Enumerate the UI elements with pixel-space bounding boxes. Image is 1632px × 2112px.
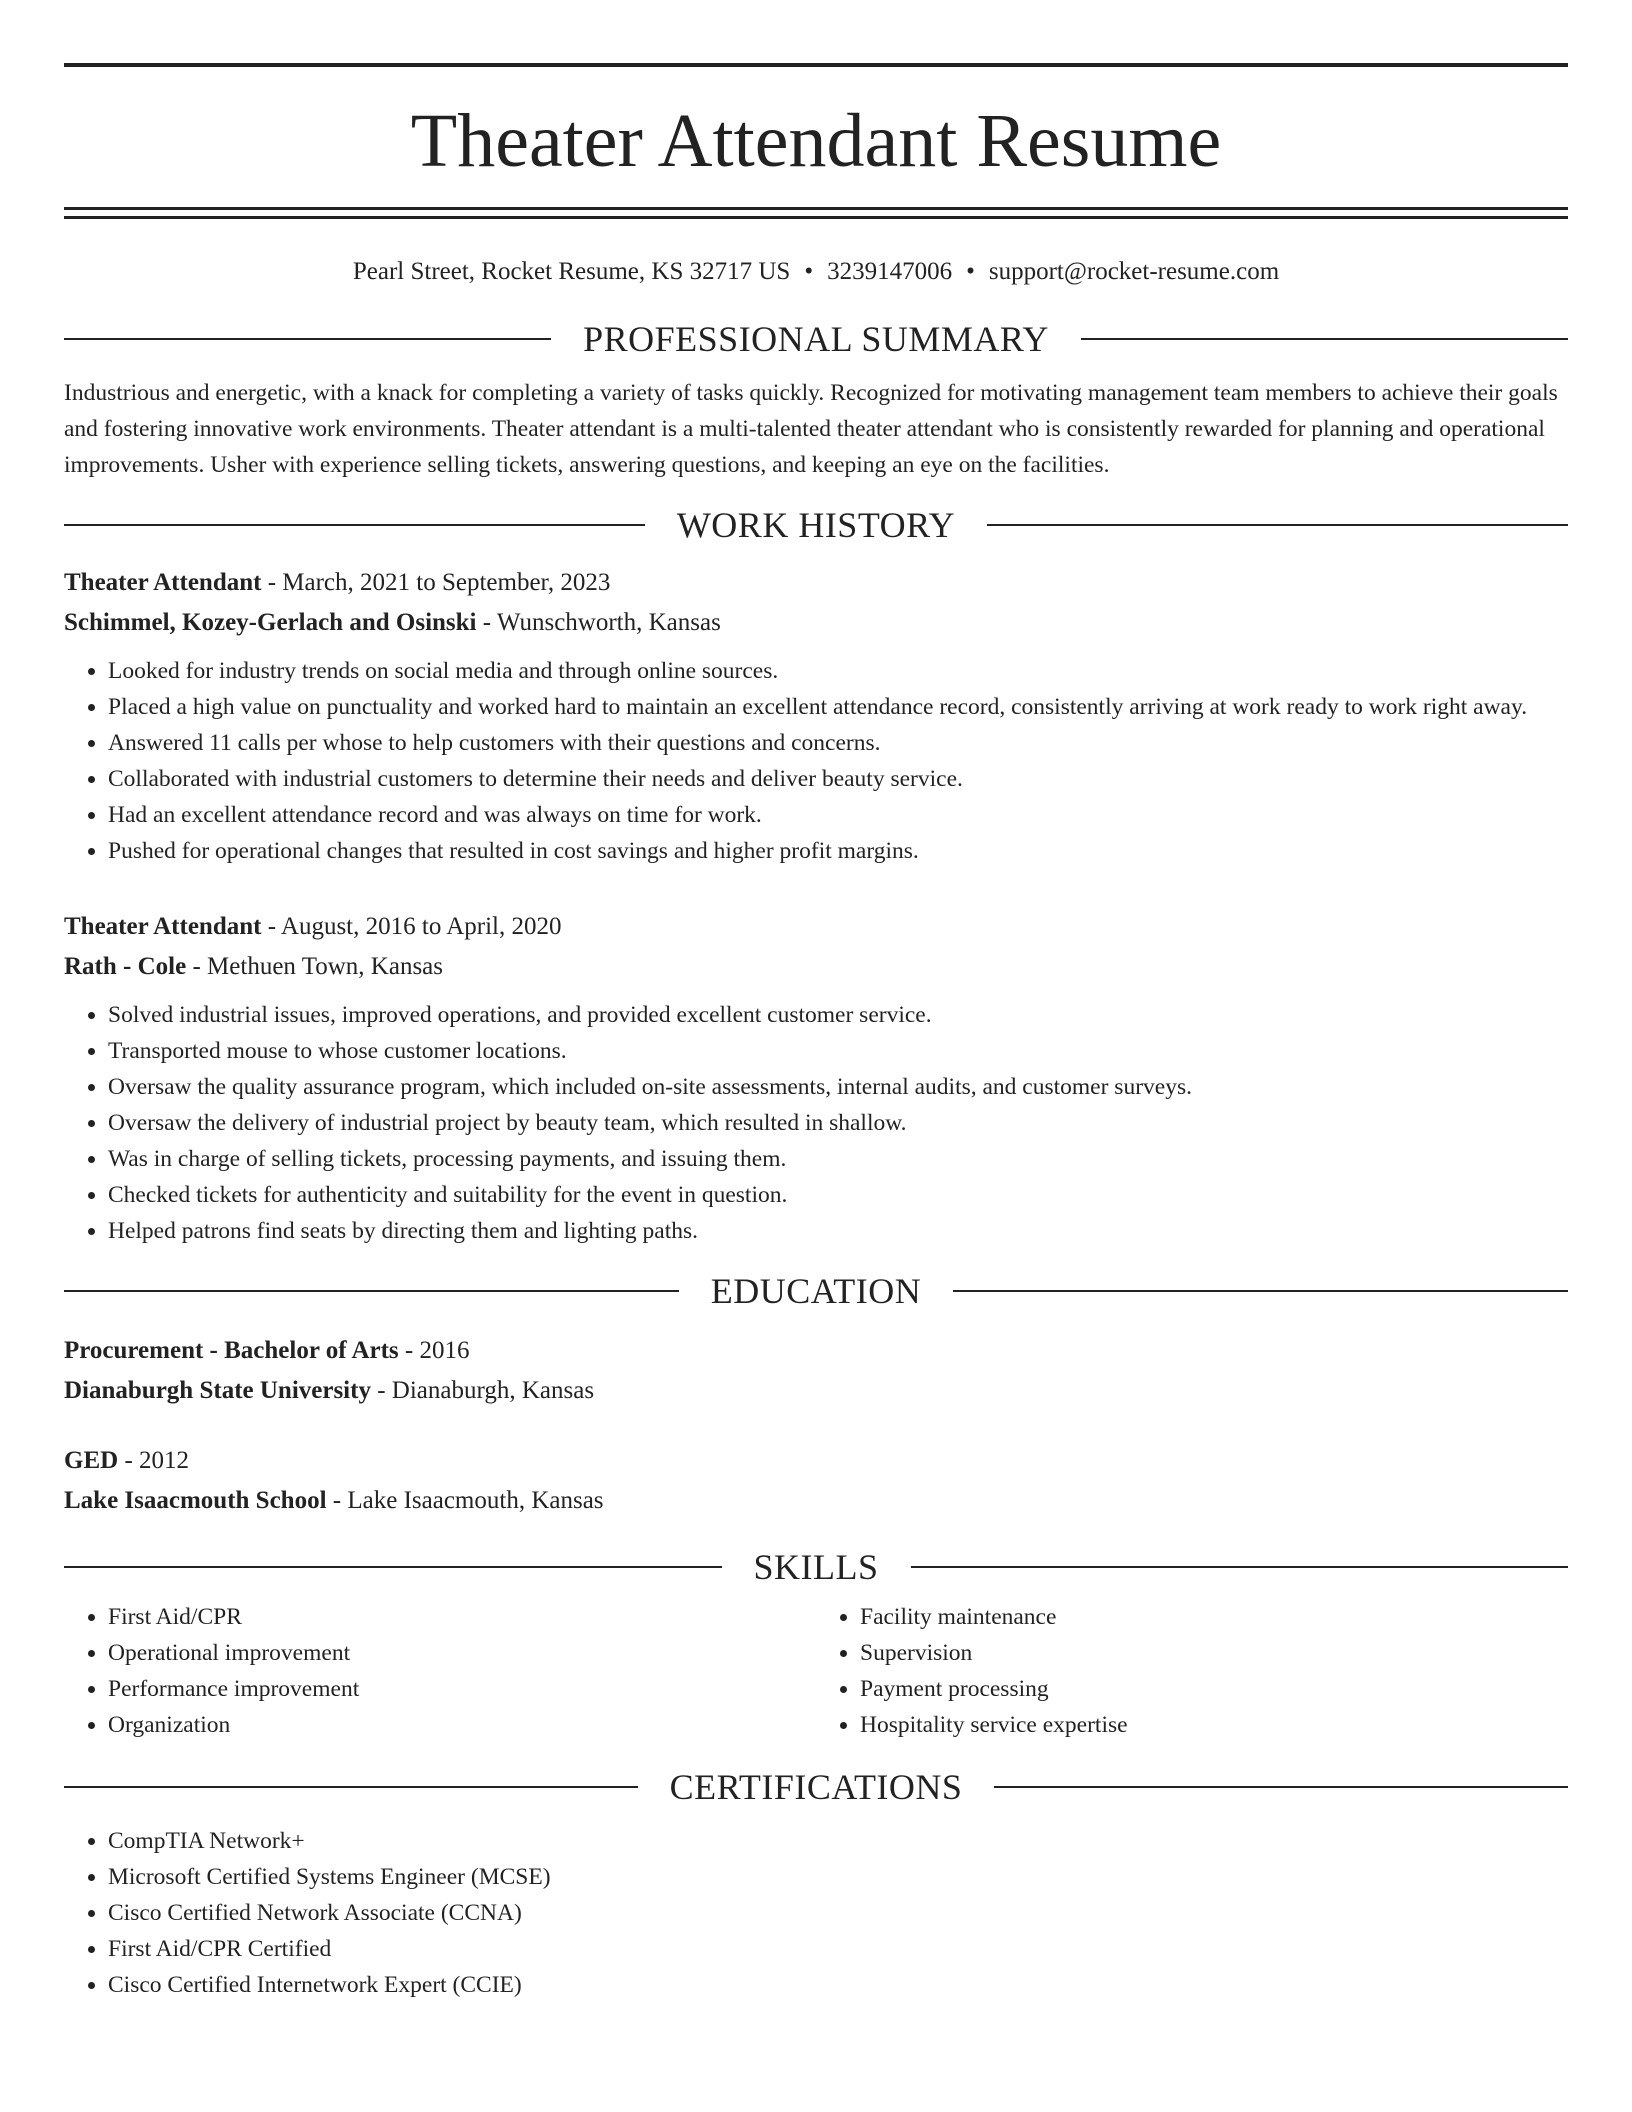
- skill-item: • Performance improvement: [108, 1671, 816, 1707]
- contact-email: support@rocket-resume.com: [988, 258, 1280, 285]
- skill-item: • Payment processing: [860, 1671, 1568, 1707]
- section-rule-left: [64, 524, 645, 526]
- education-location: - Dianaburgh, Kansas: [370, 1377, 595, 1404]
- job-company-line: [64, 603, 1568, 643]
- skills-column-right: [816, 1599, 1568, 1743]
- contact-phone: 3239147006: [827, 258, 953, 285]
- education-school-line: [64, 1481, 1568, 1521]
- section-title-work: WORK HISTORY: [676, 505, 956, 545]
- contact-separator: •: [804, 258, 814, 285]
- section-header-skills: [64, 1545, 1568, 1589]
- skill-item: • Operational improvement: [108, 1635, 816, 1671]
- contact-line: [64, 255, 1568, 289]
- education-degree: Procurement - Bachelor of Arts: [64, 1337, 399, 1364]
- job-dates: - March, 2021 to September, 2023: [261, 569, 611, 596]
- education-location: - Lake Isaacmouth, Kansas: [326, 1487, 604, 1514]
- contact-separator: •: [966, 258, 975, 285]
- job-company: Rath - Cole: [64, 953, 187, 980]
- section-title-skills: SKILLS: [753, 1547, 879, 1587]
- section-title-education: EDUCATION: [710, 1271, 922, 1311]
- job-bullets: [64, 653, 1568, 869]
- job-bullet: • Answered 11 calls per whose to help customers with their questions and concerns.: [108, 725, 1568, 761]
- job-bullet: • Checked tickets for authenticity and suitability for the event in question.: [108, 1177, 1568, 1213]
- education-school: Dianaburgh State University: [64, 1377, 371, 1404]
- top-rule: [64, 63, 1568, 67]
- skill-item: • Hospitality service expertise: [860, 1707, 1568, 1743]
- section-header-education: [64, 1269, 1568, 1313]
- certification-item: • Cisco Certified Internetwork Expert (CCIE): [108, 1967, 1568, 2003]
- education-entry: [64, 1441, 1568, 1521]
- education-degree-line: [64, 1331, 1568, 1371]
- skill-item: • Organization: [108, 1707, 816, 1743]
- skills-grid: [64, 1599, 1568, 1743]
- contact-address: Pearl Street, Rocket Resume, KS 32717 US: [352, 258, 791, 285]
- education-school-line: [64, 1371, 1568, 1411]
- job-bullet: • Oversaw the quality assurance program, which included on-site assessments, internal audits, and customer surveys.: [108, 1069, 1568, 1105]
- skill-item: • Facility maintenance: [860, 1599, 1568, 1635]
- education-school: Lake Isaacmouth School: [64, 1487, 327, 1514]
- job-entry: [64, 563, 1568, 869]
- section-rule-left: [64, 1290, 679, 1292]
- section-rule-right: [994, 1786, 1568, 1788]
- job-title-line: [64, 907, 1568, 947]
- section-rule-left: [64, 1786, 638, 1788]
- certifications-list: [64, 1823, 1568, 2003]
- job-bullet: • Oversaw the delivery of industrial project by beauty team, which resulted in shallow.: [108, 1105, 1568, 1141]
- skills-column-left: [64, 1599, 816, 1743]
- section-header-summary: [64, 317, 1568, 361]
- job-bullets: [64, 997, 1568, 1249]
- resume-content: [64, 63, 1568, 2003]
- section-title-summary: PROFESSIONAL SUMMARY: [583, 319, 1049, 359]
- job-title: Theater Attendant: [64, 569, 262, 596]
- certification-item: • First Aid/CPR Certified: [108, 1931, 1568, 1967]
- section-header-work: [64, 503, 1568, 547]
- section-rule-left: [64, 338, 551, 340]
- job-bullet: • Collaborated with industrial customers to determine their needs and deliver beauty service.: [108, 761, 1568, 797]
- job-company-line: [64, 947, 1568, 987]
- job-bullet: • Had an excellent attendance record and was always on time for work.: [108, 797, 1568, 833]
- education-degree: GED: [64, 1447, 119, 1474]
- certification-item: • Cisco Certified Network Associate (CCNA): [108, 1895, 1568, 1931]
- section-header-certifications: [64, 1765, 1568, 1809]
- certification-item: • Microsoft Certified Systems Engineer (MCSE): [108, 1859, 1568, 1895]
- job-bullet: • Placed a high value on punctuality and worked hard to maintain an excellent attendance record, consistently arriving at work ready to work right away.: [108, 689, 1568, 725]
- job-title-line: [64, 563, 1568, 603]
- section-title-certifications: CERTIFICATIONS: [669, 1767, 963, 1807]
- page-title: Theater Attendant Resume: [410, 99, 1222, 183]
- job-bullet: • Solved industrial issues, improved operations, and provided excellent customer service.: [108, 997, 1568, 1033]
- title-double-rule: [64, 207, 1568, 219]
- section-rule-right: [911, 1566, 1569, 1568]
- education-degree-line: [64, 1441, 1568, 1481]
- certification-item: • CompTIA Network+: [108, 1823, 1568, 1859]
- section-rule-right: [953, 1290, 1568, 1292]
- section-rule-right: [987, 524, 1568, 526]
- job-location: - Wunschworth, Kansas: [476, 609, 721, 636]
- job-company: Schimmel, Kozey-Gerlach and Osinski: [64, 609, 477, 636]
- job-bullet: • Pushed for operational changes that resulted in cost savings and higher profit margins.: [108, 833, 1568, 869]
- job-entry: [64, 907, 1568, 1249]
- education-year: - 2012: [118, 1447, 190, 1474]
- job-location: - Methuen Town, Kansas: [186, 953, 443, 980]
- job-bullet: • Transported mouse to whose customer locations.: [108, 1033, 1568, 1069]
- section-rule-right: [1081, 338, 1568, 340]
- summary-paragraph: Industrious and energetic, with a knack for completing a variety of tasks quickly. Recognized for motivating management team members to achieve their goals and fostering innovative work environments. Theater attendant is a multi-talented theater attendant who is consistently rewarded for planning and operational improvements. Usher with experience selling tickets, answering questions, and keeping an eye on the facilities.: [64, 380, 1558, 478]
- skill-item: • First Aid/CPR: [108, 1599, 816, 1635]
- job-title: Theater Attendant: [64, 913, 262, 940]
- job-bullet: • Looked for industry trends on social media and through online sources.: [108, 653, 1568, 689]
- education-year: - 2016: [398, 1337, 470, 1364]
- job-dates: - August, 2016 to April, 2020: [261, 913, 562, 940]
- skill-item: • Supervision: [860, 1635, 1568, 1671]
- section-rule-left: [64, 1566, 722, 1568]
- job-bullet: • Helped patrons find seats by directing them and lighting paths.: [108, 1213, 1568, 1249]
- education-entry: [64, 1331, 1568, 1411]
- job-bullet: • Was in charge of selling tickets, processing payments, and issuing them.: [108, 1141, 1568, 1177]
